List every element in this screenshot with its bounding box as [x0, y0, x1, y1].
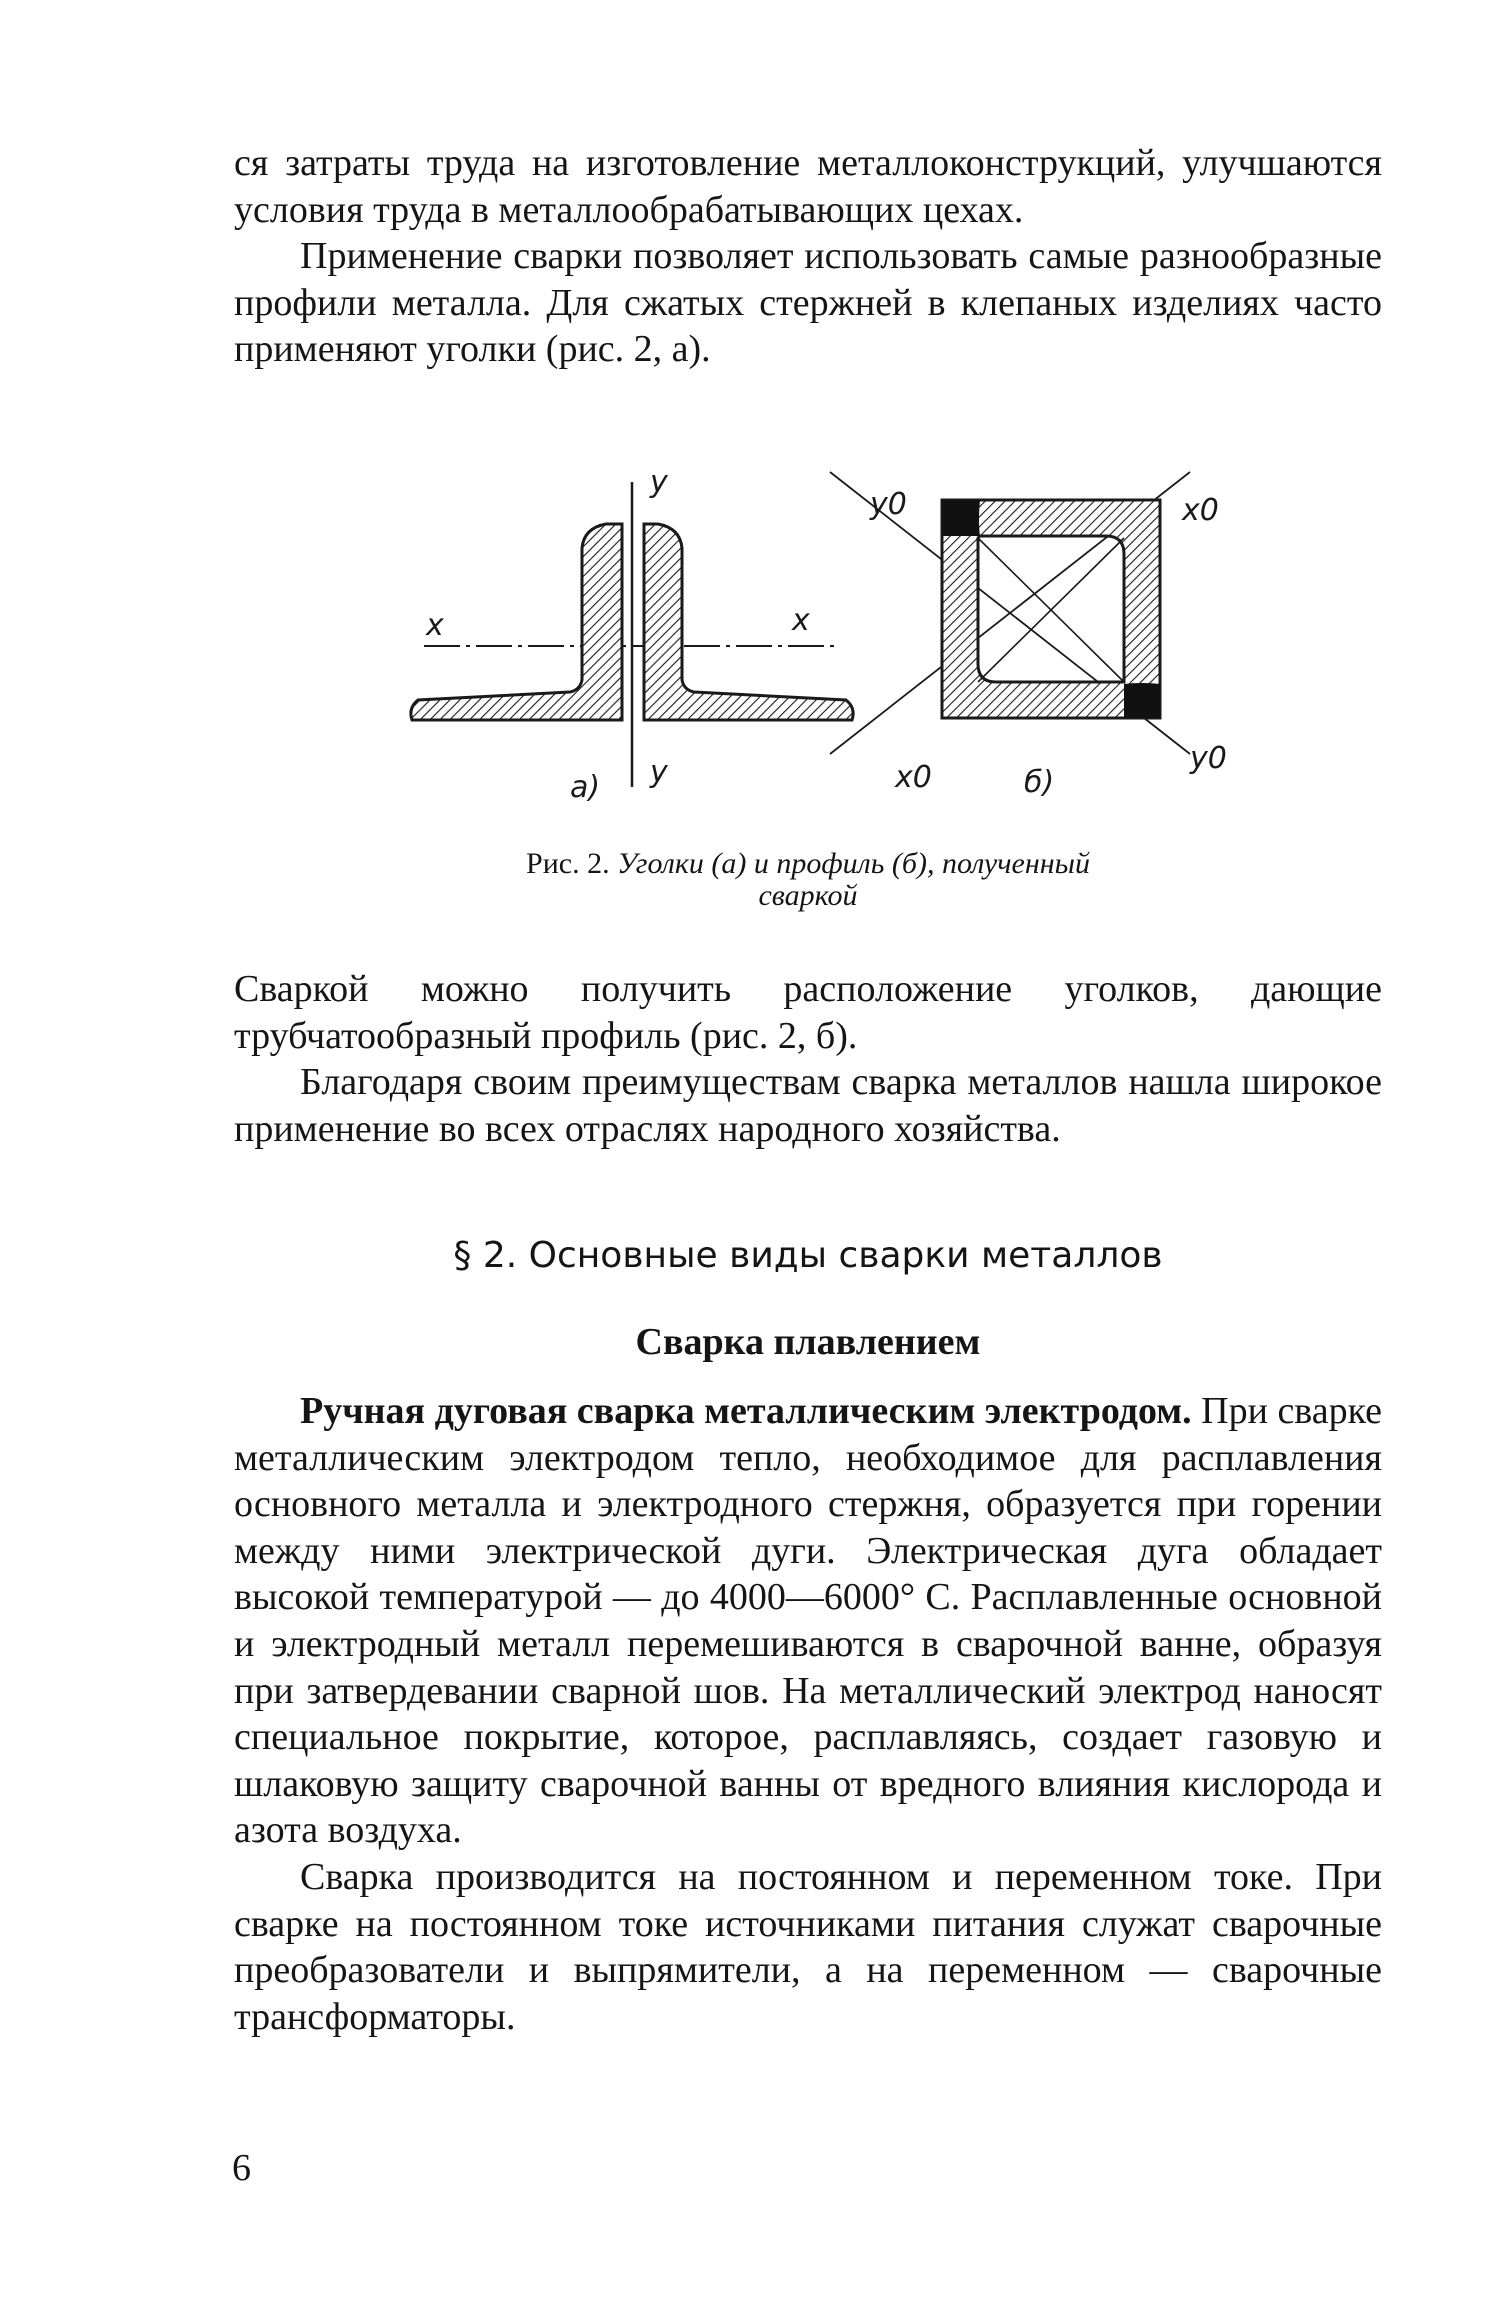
paragraph-current-types: Сварка производится на постоянном и переменном токе. При сварке на постоянном токе источниками питания служат сварочные преобразователи и выпрямители, а на переменном — сварочные трансформаторы.: [234, 1855, 1382, 2038]
caption-line-2: сваркой: [758, 879, 858, 912]
weld-seam-bottom-right: [1124, 683, 1160, 718]
paragraph-continuation: ся затраты труда на изготовление металлоконструкций, улучшаются условия труда в металлообрабатывающих цехах.: [234, 142, 1382, 231]
caption-paren-a: (а): [711, 847, 747, 880]
caption-line-1: [234, 848, 1382, 880]
weld-seam-top-left: [942, 500, 980, 536]
label-sub-b: б): [1024, 765, 1055, 800]
right-angle-bar: [644, 524, 853, 720]
figure-caption: [234, 848, 1382, 912]
top-text-block: [234, 140, 1382, 373]
label-x0-top: x0: [1182, 493, 1219, 528]
caption-part-2: и профиль: [753, 847, 885, 880]
section-heading: § 2. Основные виды сварки металлов: [453, 1235, 1163, 1276]
page-number: 6: [232, 2147, 251, 2189]
label-x0-bottom: x0: [895, 760, 932, 795]
paragraph-application: Благодаря своим преимуществам сварка металлов нашла широкое применение во всех отраслях народного хозяйства.: [234, 1061, 1382, 1150]
label-x-left: x: [426, 608, 444, 643]
label-y0-top: y0: [870, 487, 907, 522]
paragraph-tube-profile: Сваркой можно получить расположение уголков, дающие трубчатообразный профиль (рис. 2, б).: [234, 968, 1382, 1057]
label-y-bottom: y: [650, 755, 668, 790]
paragraph-body: При сварке металлическим электродом тепло, необходимое для расплавления основного металла и электродного стержня, образуется при горении между ними электрической дуги. Электрическая дуга обладает высокой температурой — до 4000—6000° С. Расплавленные основной и электродный металл перемешиваются в сварочной ванне, образуя при затвердевании сварной шов. На металлический электрод наносят специальное покрытие, которое, расплавляясь, создает газовую и шлаковую защиту сварочной ванны от вредного влияния кислорода и азота воздуха.: [234, 1390, 1382, 1852]
caption-fig-ref: Рис. 2.: [526, 847, 610, 880]
paragraph-lead-bold: Ручная дуговая сварка металлическим электродом.: [300, 1390, 1192, 1432]
label-sub-a: а): [570, 770, 601, 805]
caption-part-3: полученный: [941, 847, 1090, 880]
label-y0-bottom: y0: [1190, 741, 1227, 776]
middle-text-block: [234, 966, 1382, 1152]
paragraph-welding-profiles: Применение сварки позволяет использовать самые разнообразные профили металла. Для сжатых стержней в клепаных изделиях часто применяют уголки (рис. 2, а).: [234, 235, 1382, 371]
caption-paren-b: (б),: [891, 847, 935, 880]
angle-bars-drawing: [411, 482, 853, 787]
caption-part-1: Уголки: [617, 847, 704, 880]
bottom-text-block: [234, 1388, 1382, 2040]
paragraph-manual-arc-welding: [234, 1388, 1382, 1854]
figure-2: [400, 452, 1260, 832]
sub-heading: Сварка плавлением: [635, 1321, 981, 1363]
label-x-right: x: [792, 603, 810, 638]
label-y-top: y: [650, 465, 668, 500]
